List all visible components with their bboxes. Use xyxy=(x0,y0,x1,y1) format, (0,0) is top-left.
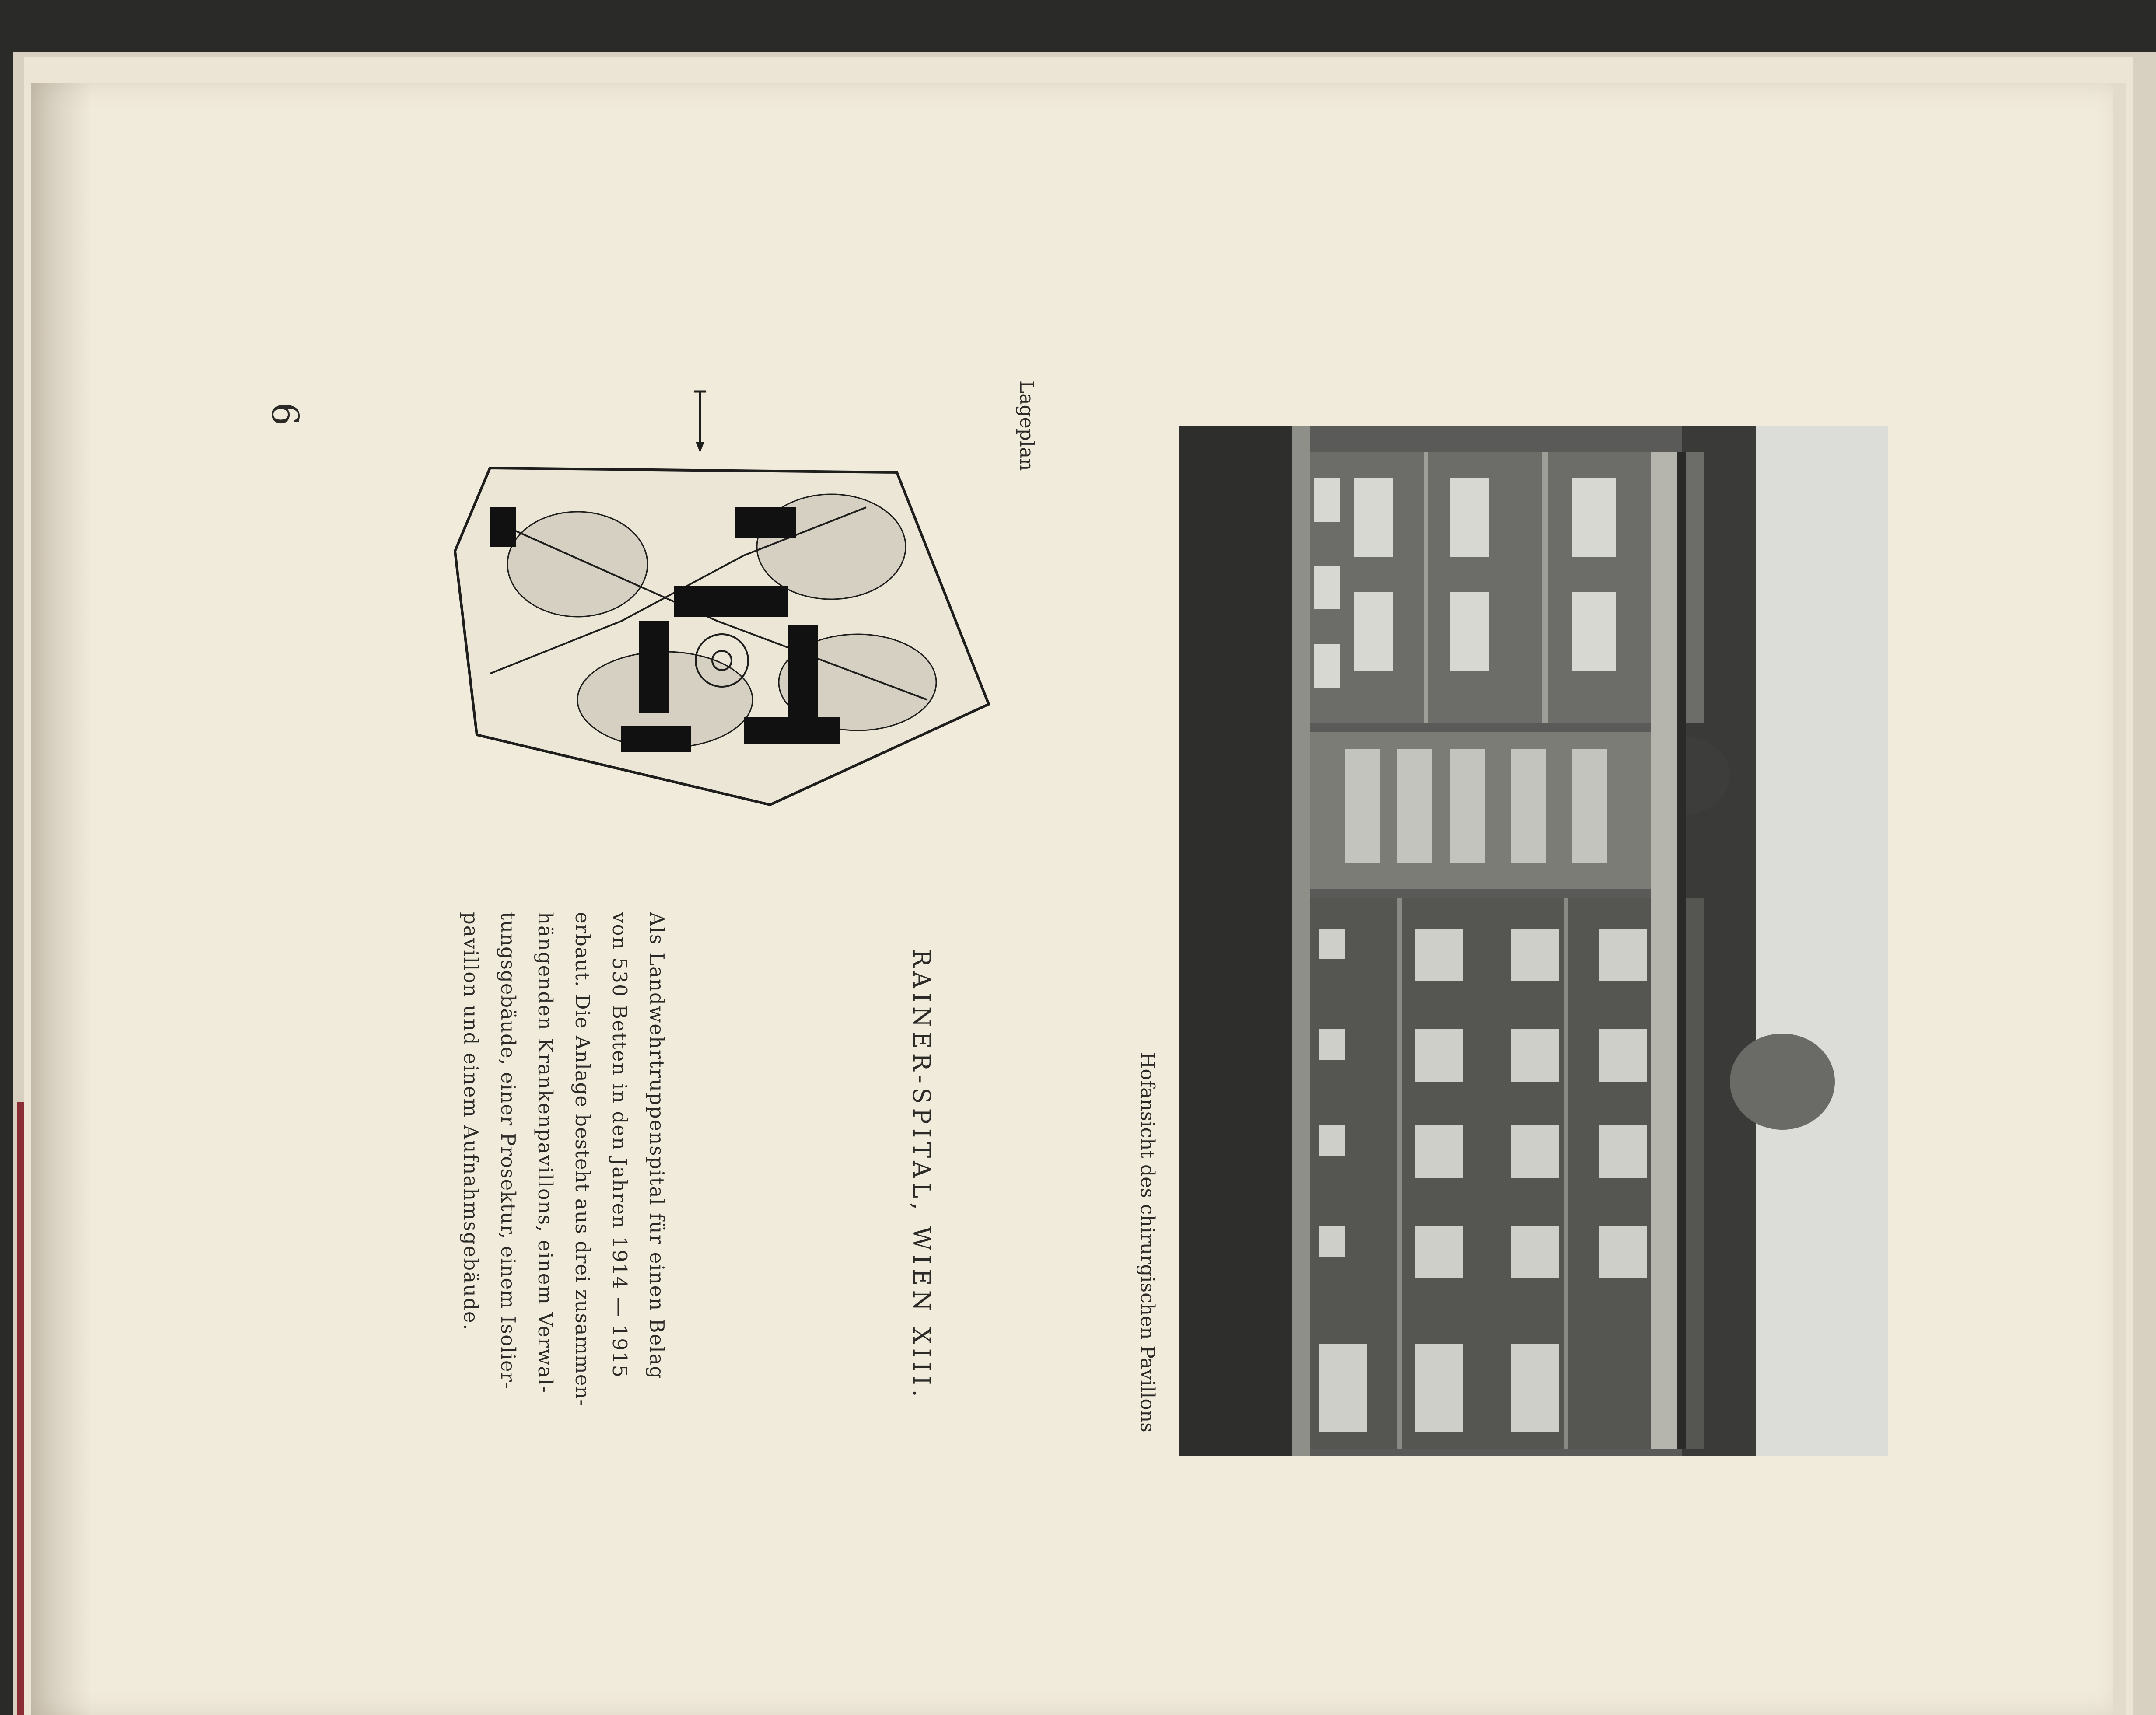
page-edge xyxy=(2113,83,2126,1715)
body-line-2: von 530 Betten in den Jahren 1914 — 1915 xyxy=(608,912,631,1379)
site-plan-drawing xyxy=(438,455,1006,835)
north-arrow-icon xyxy=(691,389,709,455)
photo-caption: Hofansicht des chirurgischen Pavillons xyxy=(1136,1052,1158,1432)
body-line-1: Als Landwehrtruppenspital für einen Belag xyxy=(645,912,668,1380)
hospital-courtyard-photo xyxy=(1179,426,1888,1456)
plan-caption: Lageplan xyxy=(1015,381,1038,471)
body-line-6: pavillon und einem Aufnahmsgebäude. xyxy=(459,912,483,1331)
body-line-5: tungsgebäude, einer Prosektur, einem Isolier- xyxy=(497,912,520,1390)
section-heading: RAINER-SPITAL, WIEN XIII. xyxy=(908,949,935,1401)
body-line-4: hängenden Krankenpavillons, einem Verwal- xyxy=(534,912,557,1394)
page-number: 6 xyxy=(263,402,306,426)
gutter-shadow xyxy=(31,83,92,1715)
body-line-3: erbaut. Die Anlage besteht aus drei zusammen- xyxy=(571,912,594,1407)
